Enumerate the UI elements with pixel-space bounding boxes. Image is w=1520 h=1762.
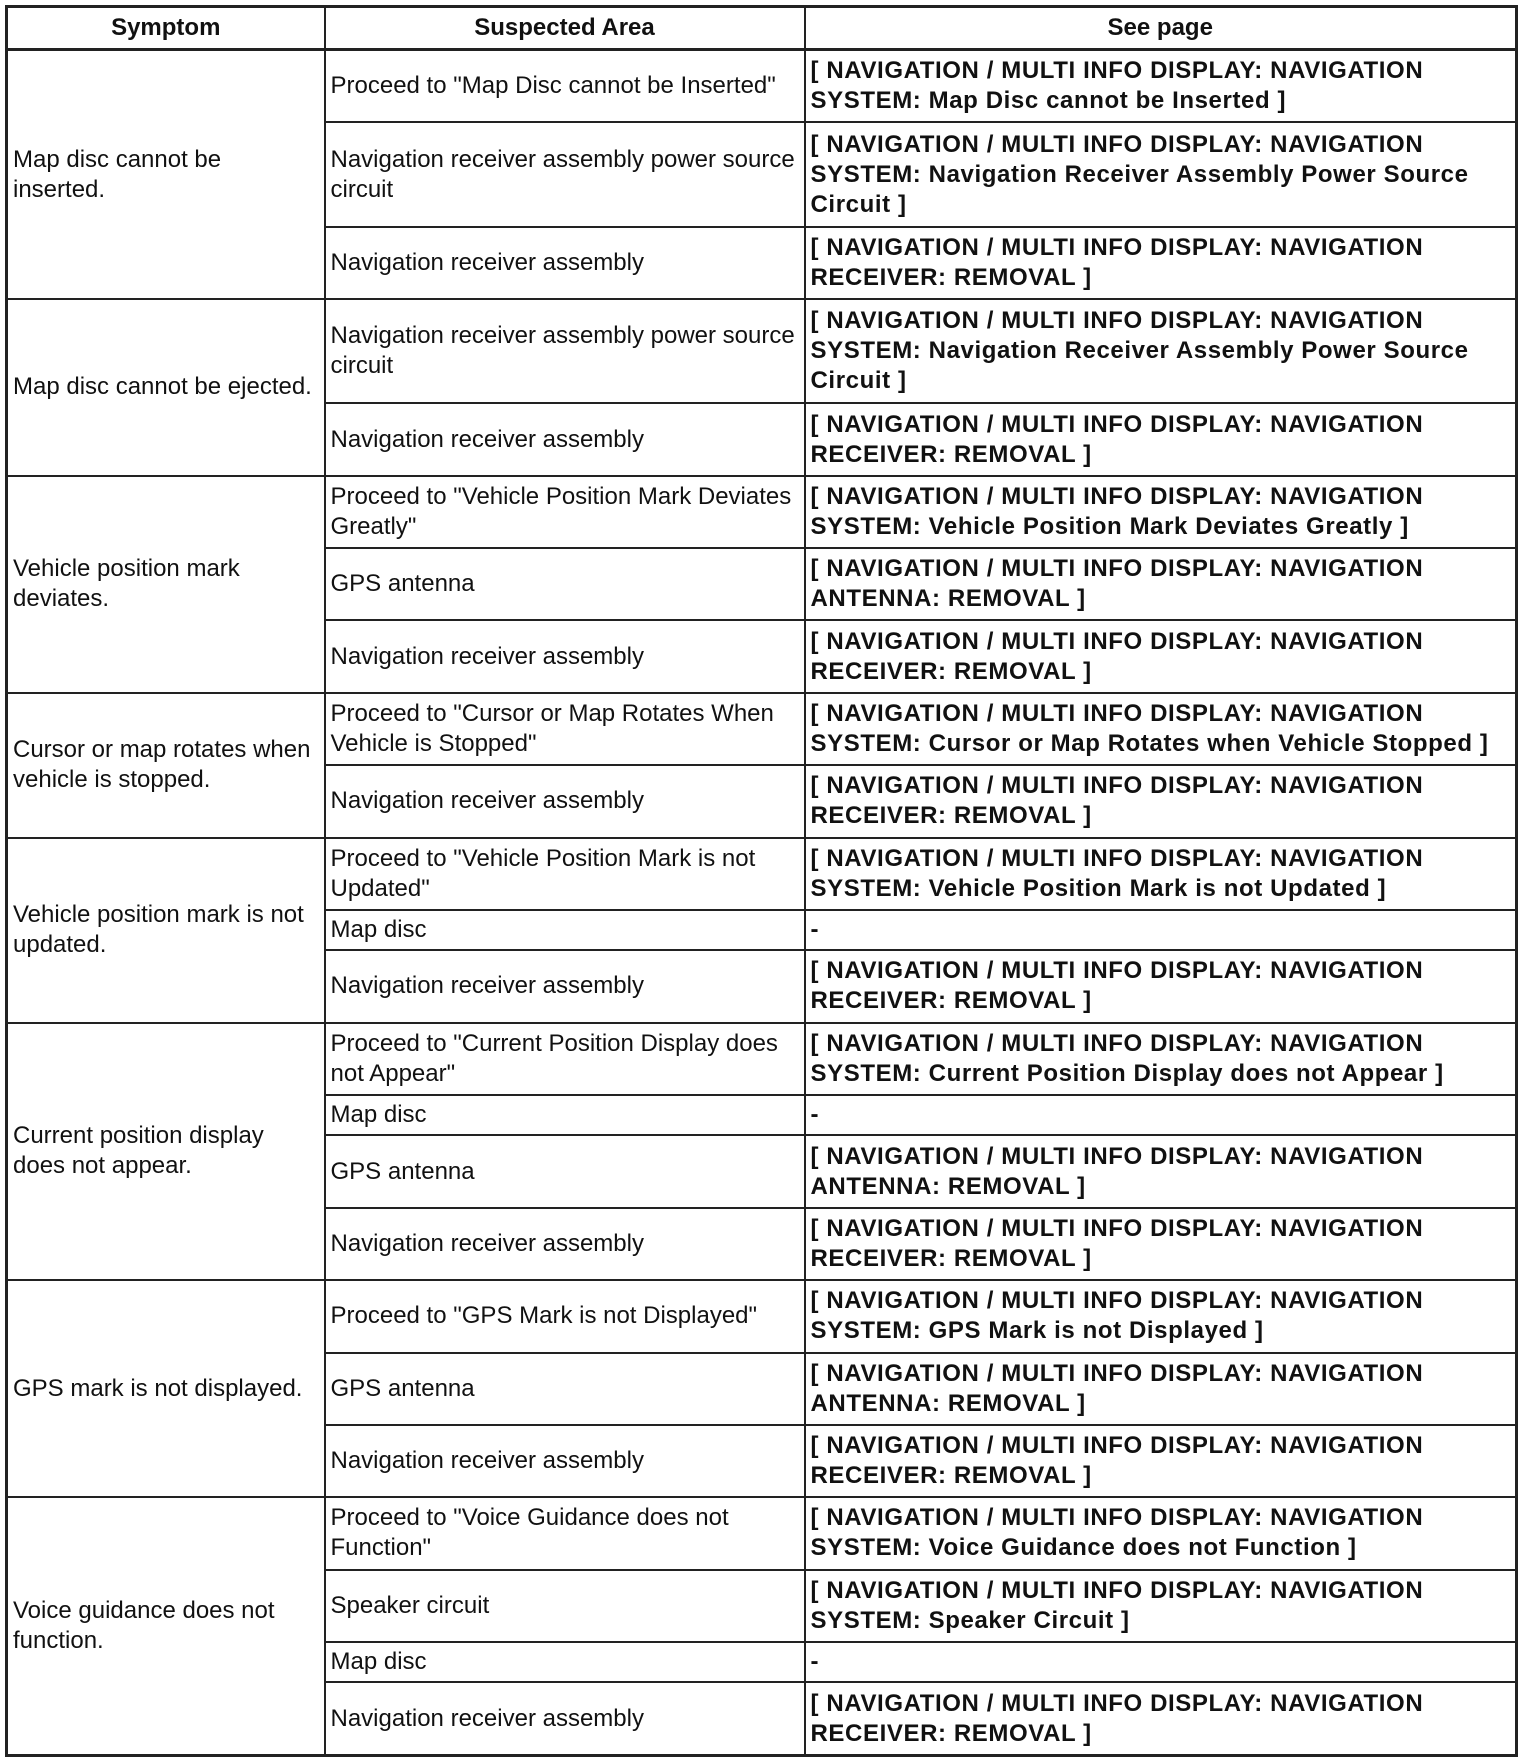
symptom-cell: Vehicle position mark is not updated. — [7, 838, 325, 1023]
see-page-cell: [ NAVIGATION / MULTI INFO DISPLAY: NAVIGATION SYSTEM: Speaker Circuit ] — [805, 1570, 1517, 1642]
see-page-cell: [ NAVIGATION / MULTI INFO DISPLAY: NAVIGATION ANTENNA: REMOVAL ] — [805, 1135, 1517, 1207]
suspected-area-cell: Map disc — [325, 1642, 805, 1682]
see-page-cell: [ NAVIGATION / MULTI INFO DISPLAY: NAVIGATION RECEIVER: REMOVAL ] — [805, 950, 1517, 1022]
see-page-cell: [ NAVIGATION / MULTI INFO DISPLAY: NAVIGATION ANTENNA: REMOVAL ] — [805, 1353, 1517, 1425]
table-row — [7, 838, 1517, 910]
see-page-cell: [ NAVIGATION / MULTI INFO DISPLAY: NAVIGATION RECEIVER: REMOVAL ] — [805, 765, 1517, 837]
suspected-area-cell: Navigation receiver assembly — [325, 765, 805, 837]
see-page-cell: [ NAVIGATION / MULTI INFO DISPLAY: NAVIGATION RECEIVER: REMOVAL ] — [805, 227, 1517, 299]
table-body — [7, 50, 1517, 1756]
see-page-cell: [ NAVIGATION / MULTI INFO DISPLAY: NAVIGATION SYSTEM: Vehicle Position Mark is not Updated ] — [805, 838, 1517, 910]
see-page-cell: [ NAVIGATION / MULTI INFO DISPLAY: NAVIGATION SYSTEM: Voice Guidance does not Function ] — [805, 1497, 1517, 1569]
symptom-cell: Cursor or map rotates when vehicle is stopped. — [7, 693, 325, 838]
suspected-area-cell: Navigation receiver assembly — [325, 1208, 805, 1280]
suspected-area-cell: GPS antenna — [325, 1353, 805, 1425]
see-page-cell: [ NAVIGATION / MULTI INFO DISPLAY: NAVIGATION SYSTEM: Navigation Receiver Assembly Power Source Circuit ] — [805, 299, 1517, 403]
suspected-area-cell: Proceed to "Map Disc cannot be Inserted" — [325, 50, 805, 123]
diagnosis-table — [5, 5, 1518, 1757]
suspected-area-cell: Proceed to "GPS Mark is not Displayed" — [325, 1280, 805, 1352]
suspected-area-cell: Navigation receiver assembly — [325, 403, 805, 475]
table-row — [7, 1497, 1517, 1569]
table-row — [7, 299, 1517, 403]
see-page-cell: [ NAVIGATION / MULTI INFO DISPLAY: NAVIGATION RECEIVER: REMOVAL ] — [805, 620, 1517, 692]
table-row — [7, 693, 1517, 765]
suspected-area-cell: Navigation receiver assembly — [325, 227, 805, 299]
header-see-page: See page — [805, 7, 1517, 50]
see-page-cell: [ NAVIGATION / MULTI INFO DISPLAY: NAVIGATION SYSTEM: Vehicle Position Mark Deviates Greatly ] — [805, 476, 1517, 548]
table-row — [7, 1280, 1517, 1352]
symptom-cell: GPS mark is not displayed. — [7, 1280, 325, 1497]
suspected-area-cell: Navigation receiver assembly power source circuit — [325, 122, 805, 226]
suspected-area-cell: Proceed to "Vehicle Position Mark Deviates Greatly" — [325, 476, 805, 548]
see-page-cell: [ NAVIGATION / MULTI INFO DISPLAY: NAVIGATION SYSTEM: Map Disc cannot be Inserted ] — [805, 50, 1517, 123]
see-page-cell: [ NAVIGATION / MULTI INFO DISPLAY: NAVIGATION ANTENNA: REMOVAL ] — [805, 548, 1517, 620]
see-page-cell: [ NAVIGATION / MULTI INFO DISPLAY: NAVIGATION SYSTEM: GPS Mark is not Displayed ] — [805, 1280, 1517, 1352]
see-page-cell: [ NAVIGATION / MULTI INFO DISPLAY: NAVIGATION SYSTEM: Current Position Display does not Appear ] — [805, 1023, 1517, 1095]
suspected-area-cell: GPS antenna — [325, 1135, 805, 1207]
suspected-area-cell: Map disc — [325, 910, 805, 950]
suspected-area-cell: Navigation receiver assembly — [325, 620, 805, 692]
symptom-cell: Vehicle position mark deviates. — [7, 476, 325, 693]
symptom-cell: Current position display does not appear. — [7, 1023, 325, 1281]
suspected-area-cell: Proceed to "Vehicle Position Mark is not Updated" — [325, 838, 805, 910]
see-page-cell: - — [805, 1095, 1517, 1135]
symptom-cell: Voice guidance does not function. — [7, 1497, 325, 1755]
see-page-cell: [ NAVIGATION / MULTI INFO DISPLAY: NAVIGATION SYSTEM: Cursor or Map Rotates when Vehicle Stopped ] — [805, 693, 1517, 765]
symptom-cell: Map disc cannot be ejected. — [7, 299, 325, 476]
suspected-area-cell: Navigation receiver assembly — [325, 1425, 805, 1497]
header-suspected-area: Suspected Area — [325, 7, 805, 50]
suspected-area-cell: Proceed to "Current Position Display does not Appear" — [325, 1023, 805, 1095]
suspected-area-cell: Proceed to "Cursor or Map Rotates When Vehicle is Stopped" — [325, 693, 805, 765]
see-page-cell: [ NAVIGATION / MULTI INFO DISPLAY: NAVIGATION SYSTEM: Navigation Receiver Assembly Power Source Circuit ] — [805, 122, 1517, 226]
table-row — [7, 476, 1517, 548]
suspected-area-cell: Navigation receiver assembly — [325, 950, 805, 1022]
suspected-area-cell: Navigation receiver assembly — [325, 1682, 805, 1755]
header-symptom: Symptom — [7, 7, 325, 50]
see-page-cell: - — [805, 1642, 1517, 1682]
suspected-area-cell: Navigation receiver assembly power source circuit — [325, 299, 805, 403]
suspected-area-cell: GPS antenna — [325, 548, 805, 620]
see-page-cell: [ NAVIGATION / MULTI INFO DISPLAY: NAVIGATION RECEIVER: REMOVAL ] — [805, 1208, 1517, 1280]
see-page-cell: [ NAVIGATION / MULTI INFO DISPLAY: NAVIGATION RECEIVER: REMOVAL ] — [805, 1425, 1517, 1497]
table-row — [7, 50, 1517, 123]
header-row — [7, 7, 1517, 50]
see-page-cell: - — [805, 910, 1517, 950]
table-row — [7, 1023, 1517, 1095]
suspected-area-cell: Proceed to "Voice Guidance does not Function" — [325, 1497, 805, 1569]
see-page-cell: [ NAVIGATION / MULTI INFO DISPLAY: NAVIGATION RECEIVER: REMOVAL ] — [805, 403, 1517, 475]
see-page-cell: [ NAVIGATION / MULTI INFO DISPLAY: NAVIGATION RECEIVER: REMOVAL ] — [805, 1682, 1517, 1755]
suspected-area-cell: Speaker circuit — [325, 1570, 805, 1642]
symptom-cell: Map disc cannot be inserted. — [7, 50, 325, 300]
suspected-area-cell: Map disc — [325, 1095, 805, 1135]
